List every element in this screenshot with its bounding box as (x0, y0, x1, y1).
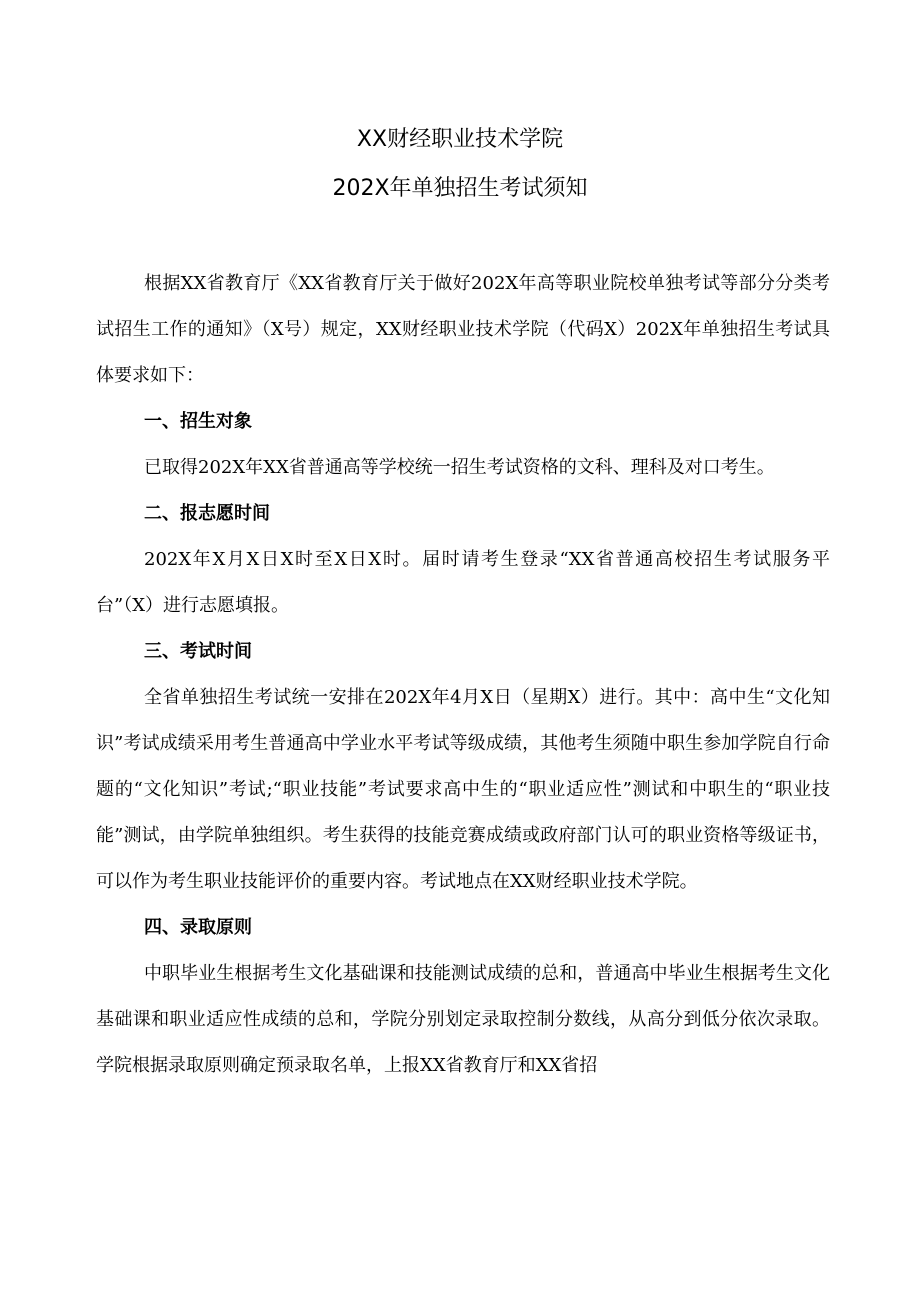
section-body-exam-time: 全省单独招生考试统一安排在202X年4月X日（星期X）进行。其中：高中生“文化知识”考试成绩采用考生普通高中学业水平考试等级成绩，其他考生须随中职生参加学院自行命题的“文化知识”考试;“职业技能”考试要求高中生的“职业适应性”测试和中职生的“职业技能”测试，由学院单独组织。考生获得的技能竞赛成绩或政府部门认可的职业资格等级证书，可以作为考生职业技能评价的重要内容。考试地点在XX财经职业技术学院。 (96, 687, 830, 892)
section-heading-targets: 一、招生对象 (144, 411, 252, 432)
title-line-notice: 202X年单独招生考试须知 (332, 176, 588, 201)
title-line-institution: XX财经职业技术学院 (356, 127, 564, 152)
document-body (96, 261, 830, 1089)
section-heading-admission-principles: 四、录取原则 (144, 917, 252, 938)
section-heading-exam-time: 三、考试时间 (144, 641, 252, 662)
document-title (0, 122, 920, 209)
intro-paragraph: 根据XX省教育厅《XX省教育厅关于做好202X年高等职业院校单独考试等部分分类考试招生工作的通知》（X号）规定，XX财经职业技术学院（代码X）202X年单独招生考试具体要求如下： (96, 273, 830, 386)
section-body-admission-principles: 中职毕业生根据考生文化基础课和技能测试成绩的总和，普通高中毕业生根据考生文化基础课和职业适应性成绩的总和，学院分别划定录取控制分数线，从高分到低分依次录取。学院根据录取原则确定预录取名单，上报XX省教育厅和XX省招 (96, 963, 830, 1076)
section-body-application-time: 202X年X月X日X时至X日X时。届时请考生登录“XX省普通高校招生考试服务平台”（X）进行志愿填报。 (96, 549, 830, 616)
section-heading-application-time: 二、报志愿时间 (144, 503, 270, 524)
section-body-targets: 已取得202X年XX省普通高等学校统一招生考试资格的文科、理科及对口考生。 (144, 457, 775, 478)
